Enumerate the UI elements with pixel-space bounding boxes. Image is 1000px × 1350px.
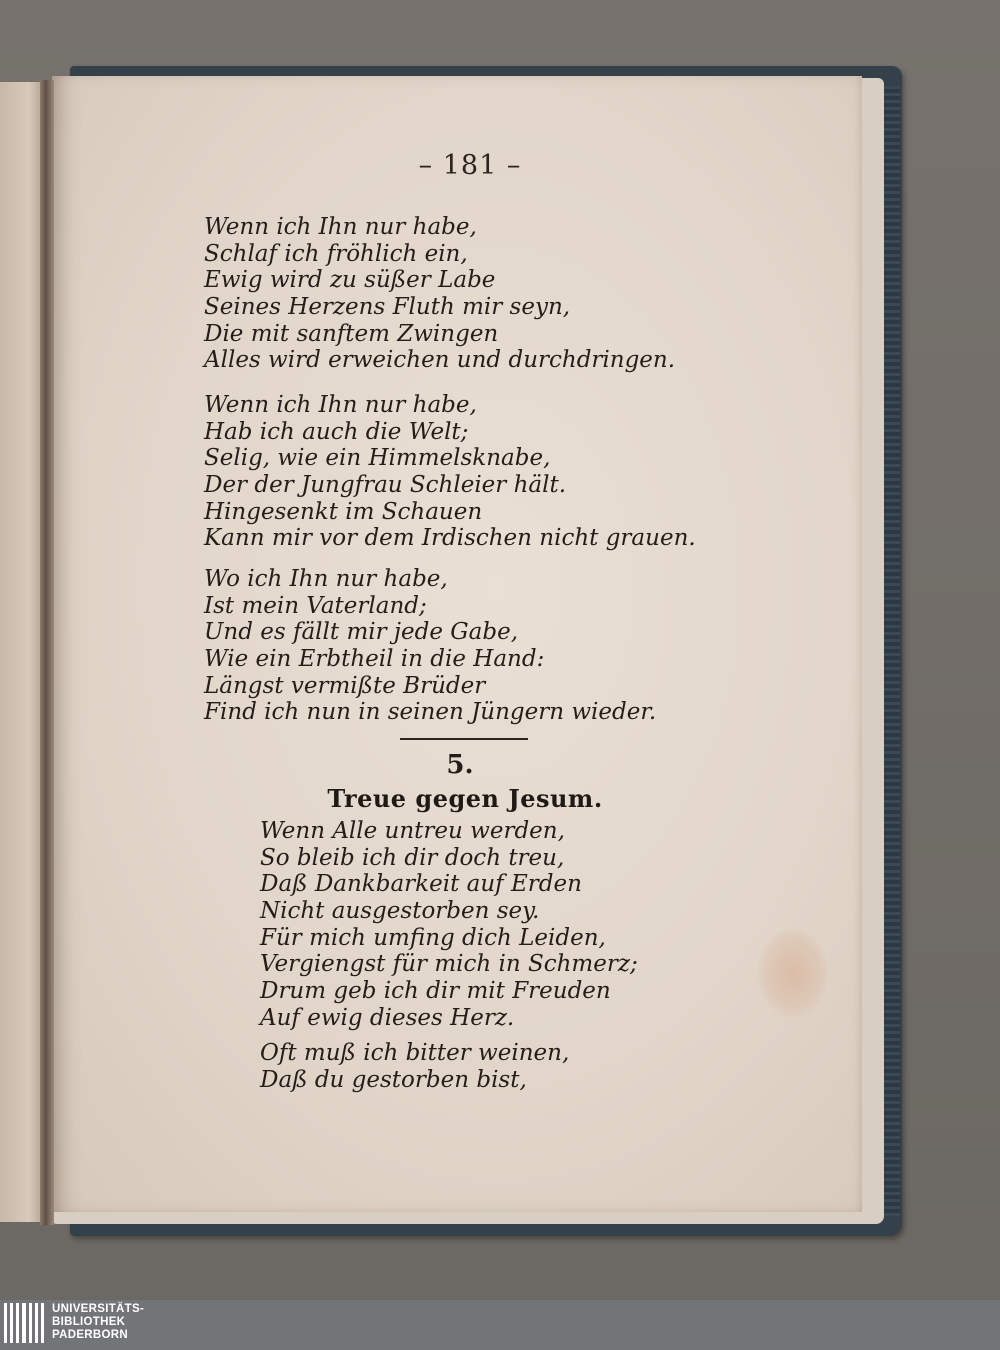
verse-line: Wie ein Erbtheil in die Hand: — [204, 646, 545, 673]
verse-line: Oft muß ich bitter weinen, — [260, 1040, 570, 1066]
verse-line: Selig, wie ein Himmelsknabe, — [204, 445, 551, 472]
verse-line: Ist mein Vaterland; — [204, 592, 427, 619]
hymn-stanza-1 — [260, 818, 780, 1032]
hymn-stanza-2 — [260, 1040, 780, 1093]
logo-line: UNIVERSITÄTS- — [52, 1303, 145, 1315]
stanza-1 — [204, 214, 724, 374]
book-gutter — [40, 80, 54, 1225]
verse-line: Auf ewig dieses Herz. — [260, 1004, 515, 1031]
stanza-2 — [204, 392, 724, 552]
verse-line: Find ich nun in seinen Jüngern wieder. — [204, 699, 657, 726]
verse-line: Daß Dankbarkeit auf Erden — [260, 871, 582, 898]
verse-line: Seines Herzens Fluth mir seyn, — [204, 294, 571, 321]
verse-line: Kann mir vor dem Irdischen nicht grauen. — [204, 525, 696, 552]
verse-line: Daß du gestorben bist, — [260, 1066, 527, 1093]
verse-line: Drum geb ich dir mit Freuden — [260, 978, 611, 1005]
page-number: – 181 – — [418, 150, 522, 181]
verse-line: Der der Jungfrau Schleier hält. — [204, 472, 567, 499]
verse-line: Alles wird erweichen und durchdringen. — [204, 347, 676, 374]
verse-line: Wenn ich Ihn nur habe, — [204, 214, 477, 240]
hymn-title: Treue gegen Jesum. — [327, 784, 603, 813]
verse-line: Die mit sanftem Zwingen — [204, 320, 499, 347]
library-logo-icon — [4, 1303, 44, 1343]
hymn-number: 5. — [446, 750, 474, 780]
verse-line: So bleib ich dir doch treu, — [260, 844, 565, 871]
verse-line: Wenn Alle untreu werden, — [260, 818, 565, 844]
verse-line: Hingesenkt im Schauen — [204, 498, 483, 525]
verse-line: Und es fällt mir jede Gabe, — [204, 619, 519, 646]
verse-line: Schlaf ich fröhlich ein, — [204, 240, 468, 267]
library-logo-text — [52, 1303, 144, 1342]
library-footer-bar — [0, 1300, 1000, 1350]
verse-line: Hab ich auch die Welt; — [204, 418, 469, 445]
verse-line: Wo ich Ihn nur habe, — [204, 566, 448, 592]
section-divider — [400, 738, 528, 740]
verse-line: Nicht ausgestorben sey. — [260, 898, 540, 925]
verse-line: Vergiengst für mich in Schmerz; — [260, 951, 638, 978]
stanza-3 — [204, 566, 724, 726]
logo-line: PADERBORN — [52, 1329, 128, 1341]
logo-line: BIBLIOTHEK — [52, 1316, 126, 1328]
verse-line: Wenn ich Ihn nur habe, — [204, 392, 477, 418]
verse-line: Längst vermißte Brüder — [204, 672, 486, 699]
verse-line: Für mich umfing dich Leiden, — [260, 924, 606, 951]
verse-line: Ewig wird zu süßer Labe — [204, 267, 496, 294]
